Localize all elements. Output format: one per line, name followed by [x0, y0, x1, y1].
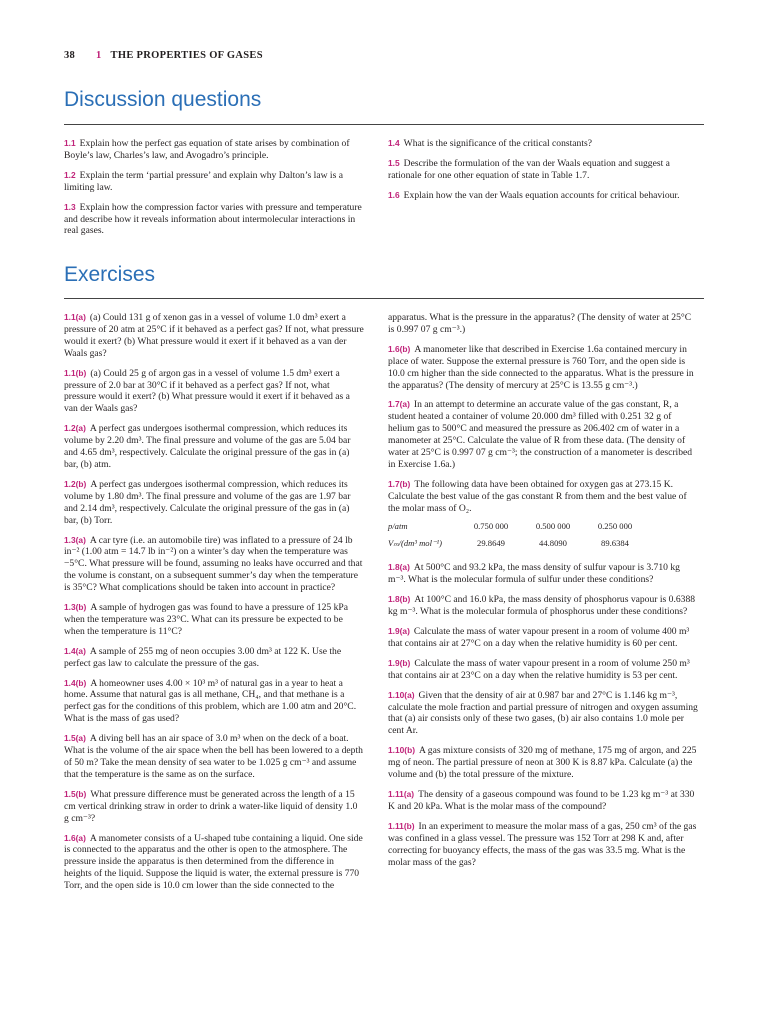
oxygen-data-table: [388, 521, 646, 555]
exercise-item: 1.11(a) The density of a gaseous compound was found to be 1.23 kg m⁻³ at 330 K and 20 kPa. What is the molar mass of the compound?: [388, 789, 695, 812]
chapter-number: 1: [96, 50, 102, 61]
exercise-item: 1.8(a) At 500°C and 93.2 kPa, the mass density of sulfur vapour is 3.710 kg m⁻³. What is the molecular formula of sulfur under these conditions?: [388, 562, 680, 586]
exercise-item: 1.5(b) What pressure difference must be generated across the length of a 15 cm vertical drinking straw in order to drink a water-like liquid of density 1.0 g cm⁻³?: [64, 788, 358, 824]
exercise-continuation: apparatus. What is the pressure in the apparatus? (The density of water at 25°C is 0.997 07 g cm⁻³.): [388, 312, 692, 335]
table-row: [388, 521, 646, 538]
question-item: 1.4 What is the significance of the critical constants?: [388, 138, 592, 149]
exercise-item: 1.4(a) A sample of 255 mg of neon occupies 3.00 dm³ at 122 K. Use the perfect gas law to calculate the pressure of the gas.: [64, 645, 342, 669]
exercise-item: 1.2(b) A perfect gas undergoes isothermal compression, which reduces its volume by 1.80 dm³. The final pressure and volume of the gas are 1.97 bar and 2.14 dm³, respectively. Calculate the original pressure of the gas in (a) bar, (b) Torr.: [64, 478, 351, 526]
exercise-item: 1.1(b) (a) Could 25 g of argon gas in a vessel of volume 1.5 dm³ exert a pressure of 2.0 bar at 30°C if it behaved as a perfect gas? If not, what pressure would it exert? (b) What pressure would it exert if it behaved as a van der Waals gas?: [64, 367, 350, 415]
discussion-left-column: [64, 138, 364, 245]
exercise-item: 1.11(b) In an experiment to measure the molar mass of a gas, 250 cm³ of the gas was confined in a glass vessel. The pressure was 152 Torr at 298 K and, after correcting for buoyancy effects, the mass of the gas was 33.5 mg. What is the molar mass of the gas?: [388, 820, 697, 868]
table-cell: 44.8090: [539, 537, 567, 548]
exercises-left-column: [64, 312, 364, 900]
exercises-heading: Exercises: [64, 263, 156, 286]
discussion-right-column: [388, 138, 698, 210]
question-item: 1.1 Explain how the perfect gas equation of state arises by combination of Boyle’s law, Charles’s law, and Avogadro’s principle.: [64, 138, 350, 161]
exercise-item: 1.4(b) A homeowner uses 4.00 × 10³ m³ of natural gas in a year to heat a home. Assume that natural gas is all methane, CH₄, and that methane is a perfect gas for the conditions of this problem, which are 1.00 atm and 20°C. What is the mass of gas used?: [64, 677, 357, 725]
table-row-label: p/atm: [388, 520, 408, 531]
exercise-item: 1.7(b) The following data have been obtained for oxygen gas at 273.15 K. Calculate the best value of the gas constant R from them and the best value of the molar mass of O₂.: [388, 478, 687, 514]
exercise-item: 1.3(a) A car tyre (i.e. an automobile tire) was inflated to a pressure of 24 lb in⁻² (1.00 atm = 14.7 lb in⁻²) on a winter’s day when the temperature was −5°C. What pressure will be found, assuming no leaks have occurred and that the volume is constant, on a subsequent summer’s day when the temperature is 35°C? What complications should be taken into account in practice?: [64, 534, 363, 594]
table-row-label: Vₘ/(dm³ mol⁻¹): [388, 537, 442, 548]
table-cell: 29.8649: [477, 537, 505, 548]
exercise-item: 1.9(b) Calculate the mass of water vapour present in a room of volume 250 m³ that contains air at 23°C on a day when the relative humidity is 53 per cent.: [388, 657, 690, 681]
discussion-heading: Discussion questions: [64, 88, 262, 111]
question-item: 1.2 Explain the term ‘partial pressure’ and explain why Dalton’s law is a limiting law.: [64, 169, 343, 193]
question-item: 1.5 Describe the formulation of the van der Waals equation and suggest a rationale for one other equation of state in Table 1.7.: [388, 157, 670, 181]
table-cell: 0.250 000: [597, 520, 633, 531]
chapter-title: THE PROPERTIES OF GASES: [110, 50, 263, 61]
exercise-item: 1.3(b) A sample of hydrogen gas was found to have a pressure of 125 kPa when the temperature was 23°C. What can its pressure be expected to be when the temperature is 11°C?: [64, 602, 348, 637]
exercises-right-column: [388, 312, 698, 876]
page-number: 38: [64, 50, 76, 61]
exercise-item: 1.9(a) Calculate the mass of water vapour present in a room of volume 400 m³ that contains air at 27°C on a day when the relative humidity is 60 per cent.: [388, 626, 690, 649]
table-row: [388, 538, 646, 555]
question-item: 1.3 Explain how the compression factor varies with pressure and temperature and describe how it reveals information about intermolecular interactions in real gases.: [64, 201, 362, 237]
exercise-item: 1.6(b) A manometer like that described in Exercise 1.6a contained mercury in place of water. Suppose the external pressure is 760 Torr, and the open side is 10.0 cm higher than the side connected to the apparatus. What is the pressure in the apparatus? (The density of mercury at 25°C is 13.55 g cm⁻³.): [388, 343, 694, 391]
exercise-item: 1.1(a) (a) Could 131 g of xenon gas in a vessel of volume 1.0 dm³ exert a pressure of 20 atm at 25°C if it behaved as a perfect gas? If not, what pressure would it exert? (b) What pressure would it exert if it behaved as a van der Waals gas?: [64, 312, 364, 359]
exercise-item: 1.6(a) A manometer consists of a U-shaped tube containing a liquid. One side is connected to the apparatus and the other is open to the atmosphere. The pressure inside the apparatus is then determined from the difference in heights of the liquid. Suppose the liquid is water, the external pressure is 770 Torr, and the open side is 10.0 cm lower than the side connected to the: [64, 832, 363, 892]
table-cell: 0.500 000: [535, 520, 571, 531]
exercise-item: 1.5(a) A diving bell has an air space of 3.0 m³ when on the deck of a boat. What is the volume of the air space when the bell has been lowered to a depth of 50 m? Take the mean density of sea water to be 1.025 g cm⁻³ and assume that the temperature is the same as on the surface.: [64, 733, 363, 780]
exercise-item: 1.8(b) At 100°C and 16.0 kPa, the mass density of phosphorus vapour is 0.6388 kg m⁻³. What is the molecular formula of phosphorus under these conditions?: [388, 594, 696, 618]
table-cell: 89.6384: [601, 537, 629, 548]
exercise-item: 1.10(b) A gas mixture consists of 320 mg of methane, 175 mg of argon, and 225 mg of neon. The partial pressure of neon at 300 K is 8.87 kPa. Calculate (a) the volume and (b) the total pressure of the mixture.: [388, 745, 697, 781]
exercises-rule: [64, 298, 704, 299]
exercise-item: 1.2(a) A perfect gas undergoes isothermal compression, which reduces its volume by 2.20 dm³. The final pressure and volume of the gas are 5.04 bar and 4.65 dm³, respectively. Calculate the original pressure of the gas in (a) bar, (b) atm.: [64, 423, 351, 470]
running-header: [64, 50, 263, 61]
discussion-rule: [64, 124, 704, 125]
exercise-item: 1.7(a) In an attempt to determine an accurate value of the gas constant, R, a student heated a container of volume 20.000 dm³ filled with 0.251 32 g of helium gas to 500°C and measured the pressure as 206.402 cm of water in a manometer at 25°C. Calculate the value of R from these data. (The density of water at 25°C is 0.997 07 g cm⁻³; the construction of a manometer is described in Exercise 1.6a.): [388, 399, 693, 470]
exercise-item: 1.10(a) Given that the density of air at 0.987 bar and 27°C is 1.146 kg m⁻³, calculate the mole fraction and partial pressure of nitrogen and oxygen assuming that (a) air consists only of these two gases, (b) air also contains 1.0 mole per cent Ar.: [388, 689, 698, 737]
question-item: 1.6 Explain how the van der Waals equation accounts for critical behaviour.: [388, 189, 680, 201]
table-cell: 0.750 000: [473, 520, 509, 531]
